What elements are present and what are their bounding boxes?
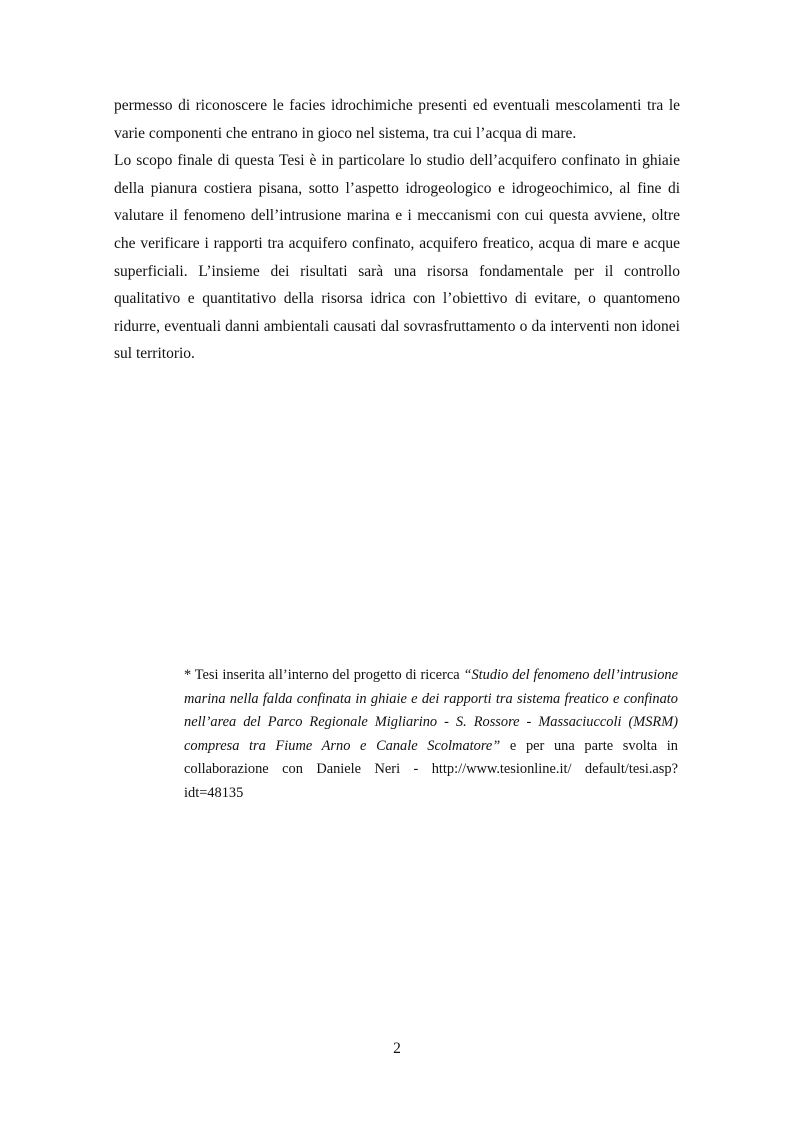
footnote-suffix: e per una parte svolta in collaborazione con Daniele Neri - http://www.tesionline.it/ default/tesi.asp?idt=48135 (184, 737, 678, 801)
body-text (114, 92, 680, 368)
paragraph-intro-continuation: permesso di riconoscere le facies idrochimiche presenti ed eventuali mescolamenti tra le varie componenti che entrano in gioco nel sistema, tra cui l’acqua di mare. (114, 97, 680, 142)
footnote (184, 664, 678, 805)
page-number: 2 (393, 1040, 401, 1057)
footnote-prefix: * Tesi inserita all’interno del progetto di ricerca (184, 667, 464, 683)
footnote-project-title: “Studio del fenomeno dell’intrusione marina nella falda confinata in ghiaie e dei rapporti tra sistema freatico e confinato nell’area del Parco Regionale Migliarino - S. Rossore - Massaciuccoli (MSRM) compresa tra Fiume Arno e Canale Scolmatore” (184, 667, 678, 754)
paragraph-thesis-aim: Lo scopo finale di questa Tesi è in particolare lo studio dell’acquifero confinato in ghiaie della pianura costiera pisana, sotto l’aspetto idrogeologico e idrogeochimico, al fine di valutare il fenomeno dell’intrusione marina e i meccanismi con cui questa avviene, oltre che verificare i rapporti tra acquifero confinato, acquifero freatico, acqua di mare e acque superficiali. L’insieme dei risultati sarà una risorsa fondamentale per il controllo qualitativo e quantitativo della risorsa idrica con l’obiettivo di evitare, o quantomeno ridurre, eventuali danni ambientali causati dal sovrasfruttamento o da interventi non idonei sul territorio. (114, 152, 680, 363)
